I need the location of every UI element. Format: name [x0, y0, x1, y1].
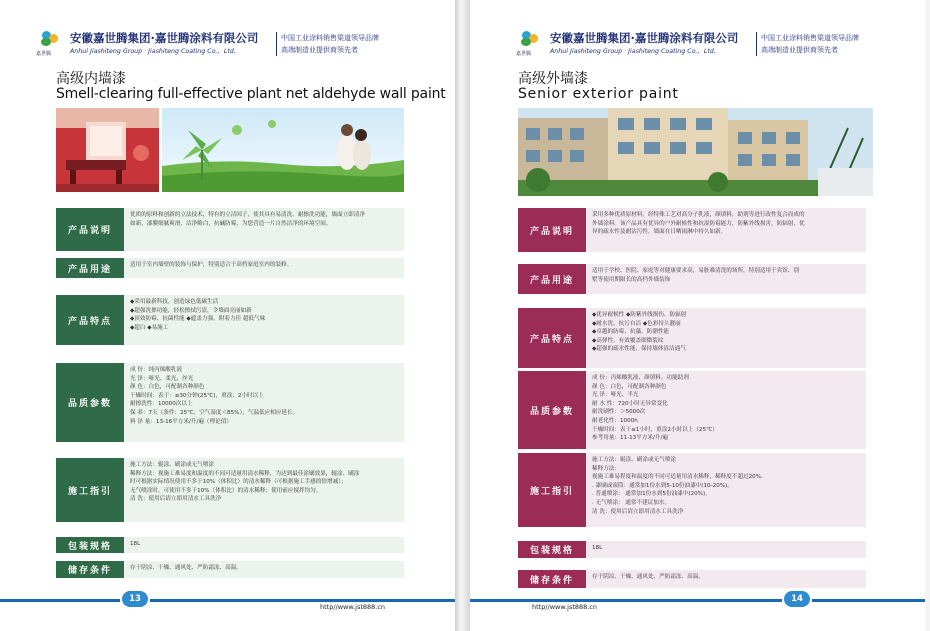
body-line: 无气喷涂时，可使用不多于10%（体积比）的清水稀释；使用前应搅拌均匀。: [130, 487, 322, 494]
section-product-features: [56, 295, 404, 345]
body-line: ◆超白 ◆易施工: [130, 324, 169, 331]
company-name-cn: 安徽嘉世腾集团·嘉世腾涂料有限公司: [550, 31, 739, 45]
body-line: 适用于学校、医院、家庭等对健康要求高，易脏难清洗的场所，特别适用于宾馆、别: [592, 268, 799, 274]
body-line: . 无气喷涂： 通常不建议加水。: [592, 499, 671, 506]
product-title-cn: 高级内墙漆: [56, 71, 126, 87]
spine-gutter: [455, 0, 470, 631]
footer-url: http//www.jst888.cn: [532, 603, 598, 611]
page-number: 13: [122, 591, 148, 607]
section-packaging: [56, 537, 404, 553]
product-title-cn: 高级外墙漆: [518, 71, 588, 87]
section-construction-guide: [518, 453, 866, 527]
body-line: ◆超强的疏水性能，保持墙体清洁通气: [592, 346, 686, 353]
logo-caption: 嘉世腾: [516, 51, 532, 57]
section-product-description: [56, 208, 404, 251]
body-line: . 漆刷或滚筒：通常加1份水到5-10份油漆中(10-20%)。: [592, 482, 733, 489]
section-body: [124, 295, 404, 345]
slogan-line-1: 中国工业涂料销售渠道领导品牌: [281, 34, 379, 42]
company-name-en: Anhui Jiashiteng Group · Jiashiteng Coating Co.，Ltd.: [550, 48, 716, 55]
body-line: 成 份：纯丙烯酸乳液: [130, 367, 183, 373]
page-footer: [0, 593, 455, 613]
body-line: 适用于室内墙壁的装饰与保护，特别适合于高档家庭室内的装修。: [130, 262, 293, 268]
section-label: 储存条件: [56, 561, 124, 578]
body-line: ◆顶效防霉、抗菌性能 ◆遮盖力强，附着力佳 超低气味: [130, 316, 266, 323]
section-product-usage: [56, 258, 404, 278]
slogan-line-1: 中国工业涂料销售渠道领导品牌: [761, 34, 859, 42]
section-body: [586, 264, 866, 294]
left-page: [0, 0, 455, 631]
section-product-description: [518, 208, 866, 252]
body-line: 优质的原料和创新的立法技术，特有的立洁因子，使其具有易清洗、耐擦洗功能，墙面立即清净: [130, 212, 365, 218]
body-line: ◆高弹性，有效覆盖细微裂纹: [592, 337, 664, 344]
section-label: 品质参数: [518, 371, 586, 449]
logo-caption: 嘉世腾: [36, 51, 52, 57]
body-line: 颜 色：白色，可配制各种颜色: [130, 384, 205, 391]
section-label: 产品说明: [518, 208, 586, 252]
body-line: 存于阴凉、干燥、通风处、严防霜冻、高温。: [130, 565, 242, 571]
section-quality-parameters: [56, 363, 404, 442]
body-line: ◆优异耐候性 ◆防紫外线损伤、防辐射: [592, 312, 687, 318]
body-line: 异的疏水性及耐沾污性，墙面在日晒雨淋中持久如新。: [592, 229, 727, 236]
body-line: 耐擦洗性：10000次以上: [130, 401, 193, 408]
section-label: 产品特点: [518, 308, 586, 368]
body-line: 如新，漆膜细腻爽滑，洁净略白，抗碱防霉，为您营造一片自然洁净的环境空间。: [130, 220, 332, 227]
body-line: 耐洗刷性：＞5000次: [592, 409, 646, 416]
body-line: 颜 色：白色，可配制各种颜色: [592, 383, 667, 390]
section-storage: [56, 561, 404, 578]
interior-room-photo: [56, 108, 159, 192]
body-line: 保 养：7天（条件：25℃、空气湿度＜85%），气温低应相应延长。: [130, 409, 299, 416]
company-name-cn: 安徽嘉世腾集团·嘉世腾涂料有限公司: [70, 31, 259, 45]
body-line: 稀释方法：视施工难易度和温度的不同可适量用清水稀释，为达到最佳涂刷效果，辊涂、刷涂: [130, 470, 360, 477]
body-line: 料 泽 量：13-16平方米/升/遍（理论值）: [130, 418, 232, 425]
body-line: 干燥时间：表干：≤30分钟(25℃)，重涂：2小时以上: [130, 392, 264, 399]
body-line: 采用多种优质原材料，经特殊工艺对高分子乳液，颜填料，助剂等进行改性复合而成的: [592, 212, 805, 218]
body-line: 耐老化性：1000h: [592, 417, 638, 424]
section-label: 产品用途: [56, 258, 124, 278]
page-header: [516, 28, 909, 62]
body-line: 墅等使用期限长的高档外墙装饰: [592, 276, 671, 283]
company-name-en: Anhui Jiashiteng Group · Jiashiteng Coating Co.，Ltd.: [70, 48, 236, 55]
company-logo: [516, 28, 544, 60]
slogan-line-2: 高端制造业提供商领先者: [281, 46, 358, 54]
slogan-line-2: 高端制造业提供商领先者: [761, 46, 838, 54]
body-line: 外墙涂料。该产品具有优异的户外耐候性和抗湿防霉能力，防紫外线损害，防辐射，优: [592, 220, 805, 227]
section-body: [124, 537, 404, 553]
green-field-photo: [162, 108, 404, 192]
footer-bar: [0, 599, 120, 602]
section-body: [586, 208, 866, 252]
body-line: 稀释方法：: [592, 465, 620, 472]
section-storage: [518, 570, 866, 588]
section-body: [124, 208, 404, 251]
body-line: 耐 水 性：720小时无异常变化: [592, 400, 668, 407]
section-product-usage: [518, 264, 866, 294]
section-label: 品质参数: [56, 363, 124, 442]
body-line: 参考用量：11-13平方米/升/遍: [592, 435, 668, 442]
body-line: 18L: [130, 541, 141, 547]
section-body: [124, 258, 404, 278]
footer-bar: [150, 599, 455, 602]
section-body: [586, 308, 866, 368]
right-page: [470, 0, 925, 631]
footer-url: http//www.jst888.cn: [320, 603, 386, 611]
section-packaging: [518, 541, 866, 558]
body-line: 光 泽：哑光、半光: [592, 392, 639, 399]
body-line: 施工方法：辊涂、刷涂或无气喷涂: [592, 457, 676, 463]
body-line: 视施工难易程度和温度的不同可适量用清水稀释，稀释度不超过20%.: [592, 474, 763, 481]
section-label: 储存条件: [518, 570, 586, 588]
section-body: [124, 363, 404, 442]
section-label: 产品说明: [56, 208, 124, 251]
body-line: 清 洗：使用后请立即用清水工具洗净: [592, 508, 684, 515]
body-line: 时可根据实际情况使用不多于10%（体积比）的清水稀释（可根据施工手感的情增减）；: [130, 479, 347, 486]
page-header: [36, 28, 439, 62]
section-construction-guide: [56, 458, 404, 522]
section-product-features: [518, 308, 866, 368]
product-title-en: Smell-clearing full-effective plant net aldehyde wall paint: [56, 86, 446, 102]
body-line: ◆超强洗擦功能，轻松擦拭污渍，令墙面亮丽如新: [130, 307, 252, 314]
footer-bar: [812, 599, 925, 602]
section-body: [586, 570, 866, 588]
body-line: 成 份：丙烯酸乳液、颜填料、功能助剂: [592, 375, 689, 381]
section-quality-parameters: [518, 371, 866, 449]
section-label: 包装规格: [518, 541, 586, 558]
body-line: ◆耐水洗、抗污自洁 ◆色彩持久靓丽: [592, 320, 681, 327]
header-divider: [276, 32, 277, 56]
section-label: 施工指引: [56, 458, 124, 522]
page-number: 14: [784, 591, 810, 607]
body-line: . 普通喷涂： 通常加1份水到5份油漆中(20%)。: [592, 491, 711, 498]
body-line: 18L: [592, 545, 603, 551]
section-label: 施工指引: [518, 453, 586, 527]
body-line: 干燥时间：表干≤1小时，重涂2小时以上（25℃）: [592, 426, 718, 433]
footer-bar: [470, 599, 782, 602]
section-body: [586, 541, 866, 558]
section-label: 产品用途: [518, 264, 586, 294]
company-logo: [36, 28, 64, 60]
page-footer: [470, 593, 925, 613]
section-body: [586, 371, 866, 449]
body-line: ◆卓越的防霉、抗藻、防潮性能: [592, 329, 670, 336]
body-line: 光 泽：哑光、柔光、丝光: [130, 375, 194, 382]
section-label: 产品特点: [56, 295, 124, 345]
body-line: ◆采用最新科技，创造绿色低碳生活: [130, 299, 219, 305]
building-exterior-photo: [518, 108, 873, 196]
section-body: [124, 561, 404, 578]
body-line: 施工方法：辊涂、刷涂或无气喷涂: [130, 462, 214, 468]
section-body: [586, 453, 866, 527]
product-title-en: Senior exterior paint: [518, 86, 679, 102]
header-divider: [756, 32, 757, 56]
section-body: [124, 458, 404, 522]
section-label: 包装规格: [56, 537, 124, 553]
body-line: 清 洗：使用后请立即用清水工具洗净: [130, 496, 222, 503]
body-line: 存于阴凉、干燥、通风处、严防霜冻、高温。: [592, 574, 704, 580]
